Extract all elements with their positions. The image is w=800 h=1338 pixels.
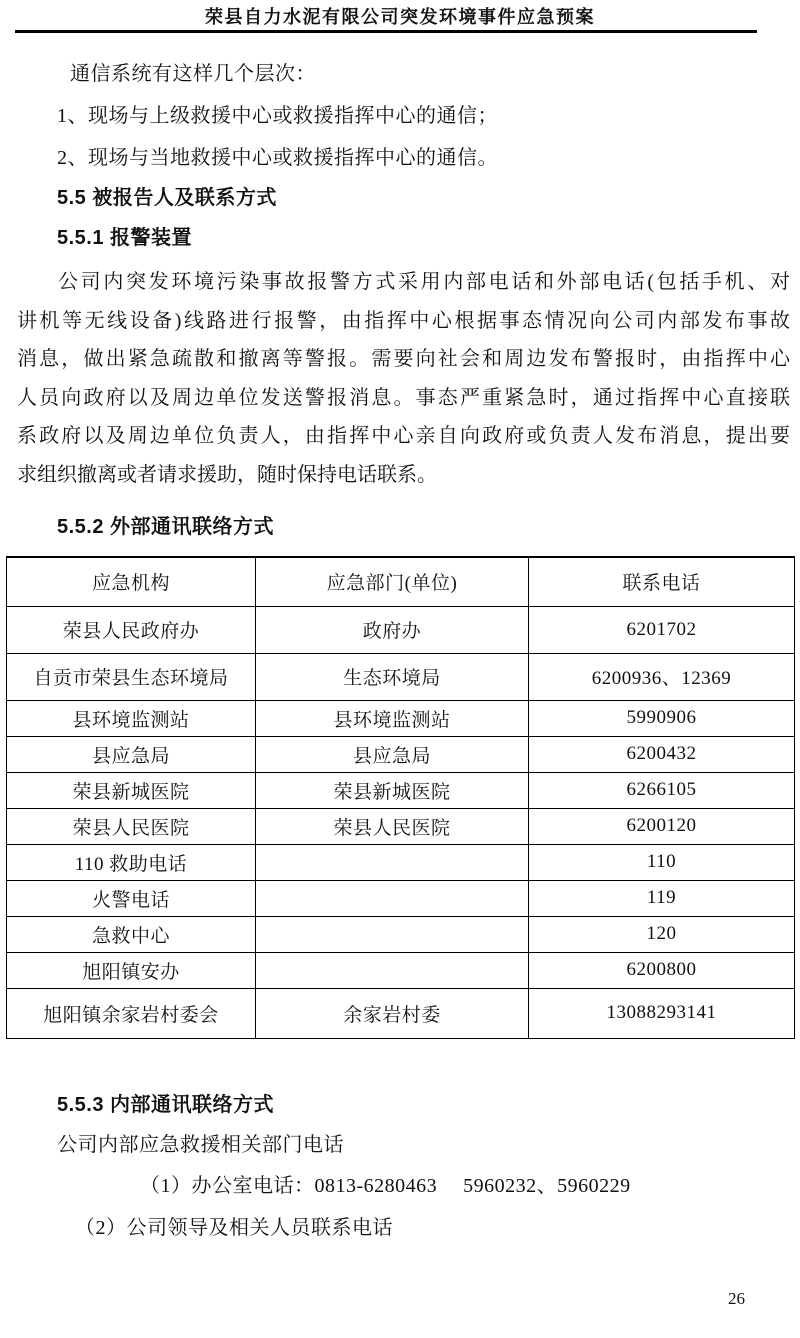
column-header-agency: 应急机构	[7, 557, 256, 606]
office-phone-line: （1）办公室电话：0813-6280463 5960232、5960229	[140, 1174, 631, 1197]
table-row	[7, 808, 795, 844]
table-cell: 荣县人民政府办	[7, 606, 256, 653]
paragraph-line: 讲机等无线设备)线路进行报警，由指挥中心根据事态情况向公司内部发布事故	[17, 309, 790, 332]
table-cell: 旭阳镇安办	[7, 952, 256, 988]
column-header-phone: 联系电话	[529, 557, 795, 606]
table-cell: 县环境监测站	[7, 700, 256, 736]
section-heading-5-5-1: 5.5.1 报警装置	[57, 227, 193, 249]
table-cell: 火警电话	[7, 880, 256, 916]
external-contact-table	[6, 556, 795, 1039]
table-cell: 13088293141	[529, 988, 795, 1038]
table-cell: 6201702	[529, 606, 795, 653]
alarm-paragraph	[17, 263, 790, 494]
header-rule	[15, 30, 757, 33]
table-cell: 政府办	[256, 606, 529, 653]
table-cell: 110 救助电话	[7, 844, 256, 880]
table-row	[7, 952, 795, 988]
table-cell: 荣县人民医院	[256, 808, 529, 844]
table-cell	[256, 844, 529, 880]
table-row	[7, 653, 795, 700]
table-cell: 119	[529, 880, 795, 916]
table-row	[7, 988, 795, 1038]
table-cell: 旭阳镇余家岩村委会	[7, 988, 256, 1038]
table-row	[7, 844, 795, 880]
table-header-row	[7, 557, 795, 606]
contact-table-head	[7, 557, 795, 606]
table-cell: 6266105	[529, 772, 795, 808]
leaders-phone-line: （2）公司领导及相关人员联系电话	[75, 1216, 393, 1239]
table-cell	[256, 916, 529, 952]
paragraph-line: 公司内突发环境污染事故报警方式采用内部电话和外部电话(包括手机、对	[58, 271, 790, 293]
table-cell: 6200936、12369	[529, 653, 795, 700]
table-cell: 急救中心	[7, 916, 256, 952]
section-heading-5-5: 5.5 被报告人及联系方式	[57, 187, 277, 209]
table-cell	[256, 952, 529, 988]
page-number: 26	[728, 1289, 745, 1308]
paragraph-line: 人员向政府以及周边单位发送警报消息。事态严重紧急时，通过指挥中心直接联	[17, 386, 790, 409]
table-cell	[256, 880, 529, 916]
table-cell: 县应急局	[256, 736, 529, 772]
table-row	[7, 772, 795, 808]
contact-table-body	[7, 606, 795, 1038]
table-cell: 县应急局	[7, 736, 256, 772]
table-row	[7, 606, 795, 653]
table-cell: 荣县新城医院	[7, 772, 256, 808]
table-cell: 生态环境局	[256, 653, 529, 700]
table-cell: 余家岩村委	[256, 988, 529, 1038]
table-cell: 6200800	[529, 952, 795, 988]
paragraph-line: 系政府以及周边单位负责人，由指挥中心亲自向政府或负责人发布消息，提出要	[17, 425, 790, 447]
section-heading-5-5-2: 5.5.2 外部通讯联络方式	[57, 516, 275, 538]
table-cell: 110	[529, 844, 795, 880]
list-item-1: 1、现场与上级救援中心或救援指挥中心的通信；	[57, 105, 498, 127]
list-item-2: 2、现场与当地救援中心或救援指挥中心的通信。	[57, 147, 498, 169]
table-cell: 6200120	[529, 808, 795, 844]
intro-text: 通信系统有这样几个层次：	[70, 63, 316, 85]
column-header-department: 应急部门(单位)	[256, 557, 529, 606]
table-cell: 荣县新城医院	[256, 772, 529, 808]
doc-header-title: 荣县自力水泥有限公司突发环境事件应急预案	[205, 7, 595, 27]
table-row	[7, 736, 795, 772]
section-heading-5-5-3: 5.5.3 内部通讯联络方式	[57, 1093, 275, 1116]
table-cell: 6200432	[529, 736, 795, 772]
table-cell: 自贡市荣县生态环境局	[7, 653, 256, 700]
internal-contacts-intro: 公司内部应急救援相关部门电话	[57, 1133, 344, 1156]
table-row	[7, 916, 795, 952]
table-row	[7, 700, 795, 736]
table-cell: 5990906	[529, 700, 795, 736]
paragraph-line: 消息，做出紧急疏散和撤离等警报。需要向社会和周边发布警报时，由指挥中心	[17, 348, 790, 370]
table-row	[7, 880, 795, 916]
table-cell: 县环境监测站	[256, 700, 529, 736]
table-cell: 荣县人民医院	[7, 808, 256, 844]
table-cell: 120	[529, 916, 795, 952]
paragraph-line: 求组织撤离或者请求援助，随时保持电话联系。	[17, 463, 437, 486]
